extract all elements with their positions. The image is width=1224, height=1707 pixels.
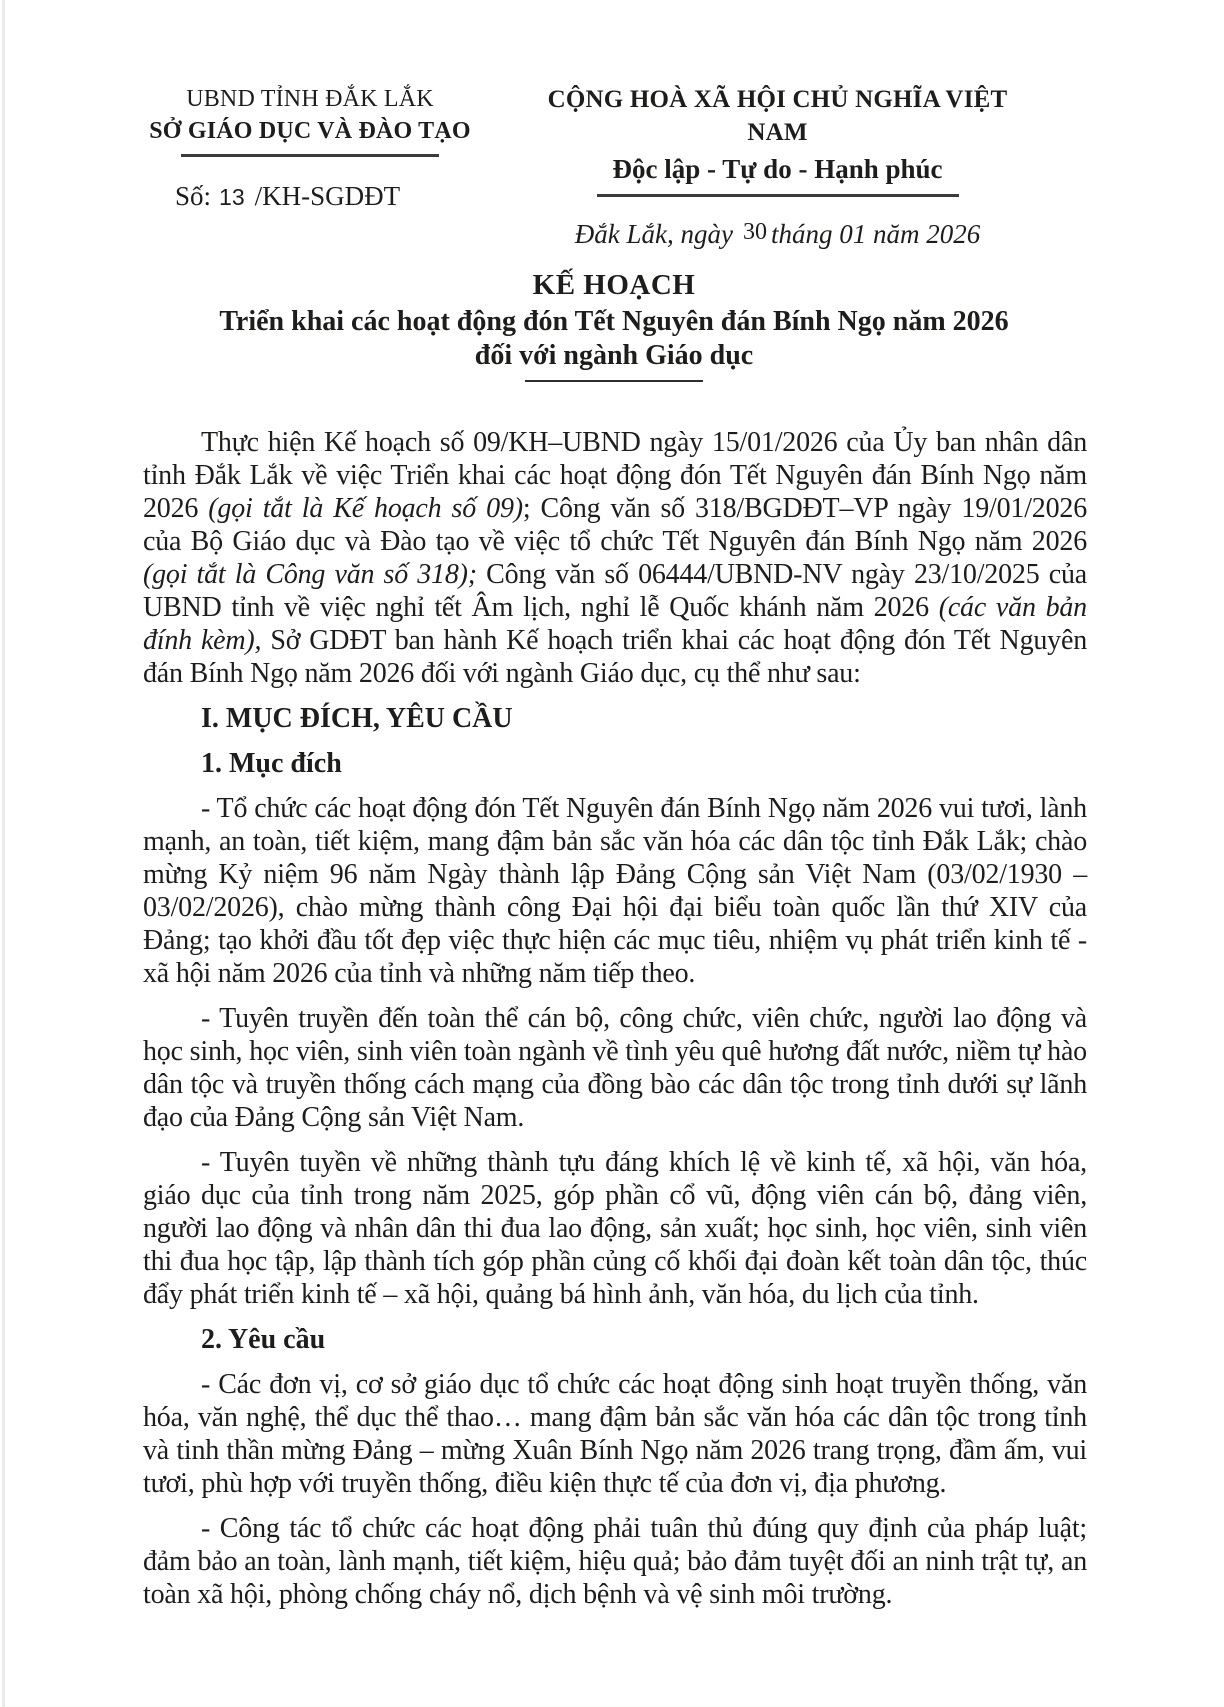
- body-paragraph: - Tổ chức các hoạt động đón Tết Nguyên đán Bính Ngọ năm 2026 vui tươi, lành mạnh, an toàn, tiết kiệm, mang đậm bản sắc văn hóa các dân tộc tỉnh Đắk Lắk; chào mừng Kỷ niệm 96 năm Ngày thành lập Đảng Cộng sản Việt Nam (03/02/1930 – 03/02/2026), chào mừng thành công Đại hội đại biểu toàn quốc lần thứ XIV của Đảng; tạo khởi đầu tốt đẹp việc thực hiện các mục tiêu, nhiệm vụ phát triển kinh tế - xã hội năm 2026 của tỉnh và những năm tiếp theo.: [143, 793, 1087, 989]
- place-date-line: [515, 217, 1040, 252]
- intro-segment: Công văn số 06444/UBND-NV ngày 23/10/2025 của UBND tỉnh về việc nghỉ tết Âm lịch, nghỉ lễ Quốc khánh năm 2026: [143, 559, 1087, 623]
- issuer-block: [120, 84, 500, 215]
- national-motto: Độc lập - Tự do - Hạnh phúc: [612, 154, 943, 184]
- issuer-underline: [181, 154, 439, 157]
- body-paragraph: - Các đơn vị, cơ sở giáo dục tổ chức các hoạt động sinh hoạt truyền thống, văn hóa, văn nghệ, thể dục thể thao… mang đậm bản sắc văn hóa các dân tộc trong tỉnh và tinh thần mừng Đảng – mừng Xuân Bính Ngọ năm 2026 trang trọng, đầm ấm, vui tươi, phù hợp với truyền thống, điều kiện thực tế của đơn vị, địa phương.: [143, 1369, 1087, 1499]
- intro-segment: Thực hiện Kế hoạch số 09/KH–UBND ngày 15/01/2026 của Ủy ban nhân dân tỉnh Đắk Lắk về việc Triển khai các hoạt động đón Tết Nguyên đán Bính Ngọ năm 2026: [143, 427, 1087, 524]
- intro-segment-italic: (gọi tắt là Kế hoạch số 09): [208, 493, 523, 524]
- national-name: CỘNG HOÀ XÃ HỘI CHỦ NGHĨA VIỆT NAM: [547, 86, 1008, 146]
- document-body: [143, 426, 1087, 1623]
- section-heading-1: I. MỤC ĐÍCH, YÊU CẦU: [201, 703, 513, 734]
- doc-number-label: Số:: [175, 181, 212, 212]
- place-date-suffix: tháng 01 năm 2026: [770, 219, 981, 250]
- subsection-heading-yeu-cau: 2. Yêu cầu: [201, 1324, 326, 1355]
- body-paragraph: - Công tác tổ chức các hoạt động phải tuân thủ đúng quy định của pháp luật; đảm bảo an toàn, lành mạnh, tiết kiệm, hiệu quả; bảo đảm tuyệt đối an ninh trật tự, an toàn xã hội, phòng chống cháy nổ, dịch bệnh và vệ sinh môi trường.: [143, 1513, 1087, 1610]
- intro-segment: ; Công văn số 318/BGDĐT–VP ngày 19/01/2026 của Bộ Giáo dục và Đào tạo về việc tổ chức Tết Nguyên đán Bính Ngọ năm 2026: [143, 493, 1087, 557]
- intro-paragraph: [143, 426, 1087, 690]
- place-date-prefix: Đắk Lắk, ngày: [574, 219, 733, 250]
- doc-number-symbol: /KH-SGDĐT: [254, 181, 401, 212]
- intro-segment-italic: (gọi tắt là Công văn số 318);: [143, 559, 477, 590]
- scan-edge-artifact: [2, 0, 5, 1707]
- title-scope: đối với ngành Giáo dục: [474, 340, 754, 371]
- intro-segment: Sở GDĐT ban hành Kế hoạch triển khai các hoạt động đón Tết Nguyên đán Bính Ngọ năm 2026 đối với ngành Giáo dục, cụ thể như sau:: [143, 625, 1087, 689]
- subsection-heading-muc-dich: 1. Mục đích: [201, 748, 342, 779]
- doc-number-value: 13: [219, 184, 245, 211]
- document-number-line: [120, 179, 500, 215]
- document-type-title: KẾ HOẠCH: [532, 269, 696, 301]
- title-underline: [525, 380, 703, 382]
- body-paragraph: - Tuyên truyền đến toàn thể cán bộ, công chức, viên chức, người lao động và học sinh, học viên, sinh viên toàn ngành về tình yêu quê hương đất nước, niềm tự hào dân tộc và truyền thống cách mạng của đồng bào các dân tộc trong tỉnh dưới sự lãnh đạo của Đảng Cộng sản Việt Nam.: [143, 1003, 1087, 1133]
- intro-segment-italic: (các văn bản đính kèm),: [143, 592, 1087, 656]
- title-subject: Triển khai các hoạt động đón Tết Nguyên đán Bính Ngọ năm 2026: [219, 306, 1009, 337]
- national-block: [515, 84, 1040, 252]
- title-block: [142, 268, 1086, 382]
- issuer-department: SỞ GIÁO DỤC VÀ ĐÀO TẠO: [149, 117, 471, 144]
- issuer-parent-agency: UBND TỈNH ĐẮK LẮK: [186, 86, 434, 112]
- body-paragraph: - Tuyên tuyền về những thành tựu đáng khích lệ về kinh tế, xã hội, văn hóa, giáo dục của tỉnh trong năm 2025, góp phần cổ vũ, động viên cán bộ, đảng viên, người lao động và nhân dân thi đua lao động, sản xuất; học sinh, học viên, sinh viên thi đua học tập, lập thành tích góp phần củng cố khối đại đoàn kết toàn dân tộc, thúc đẩy phát triển kinh tế – xã hội, quảng bá hình ảnh, văn hóa, du lịch của tỉnh.: [143, 1147, 1087, 1310]
- motto-underline: [597, 194, 959, 197]
- date-day: 30: [742, 219, 767, 246]
